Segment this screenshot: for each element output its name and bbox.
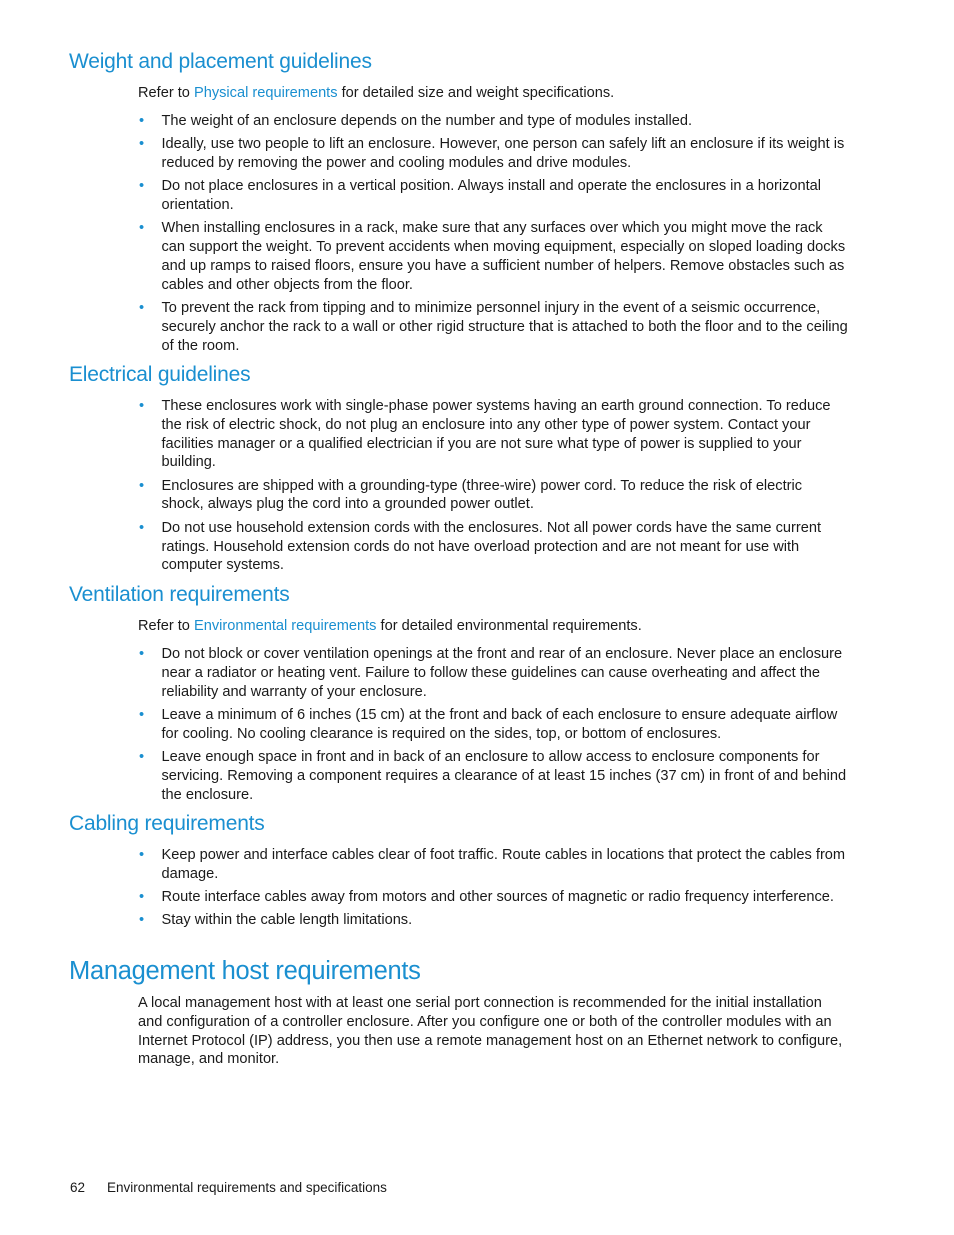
list-item-text: When installing enclosures in a rack, make sure that any surfaces over which you might move the rack can support the weight. To prevent accidents when moving equipment, especially on sloped loading docks and up ramps to raised floors, ensure you have a sufficient number of helpers. Remove obstacles such as cables and other objects from the floor. — [161, 220, 846, 293]
weight-intro — [138, 84, 848, 103]
list-item — [138, 645, 848, 701]
list-item-text: Leave enough space in front and in back of an enclosure to allow access to enclosure components for servicing. Removing a component requires a clearance of at least 15 inches (37 cm) in front of and behind the enclosure. — [161, 748, 847, 803]
list-item-text: Do not place enclosures in a vertical position. Always install and operate the enclosures in a horizontal orientation. — [161, 178, 822, 214]
list-item-text: Ideally, use two people to lift an enclosure. However, one person can safely lift an enclosure if its weight is reduced by removing the power and cooling modules and drive modules. — [161, 136, 845, 172]
bullet-icon: • — [139, 220, 145, 237]
page-footer — [70, 1179, 387, 1197]
footer-chapter-title: Environmental requirements and specifications — [107, 1180, 387, 1195]
bullet-icon: • — [139, 136, 145, 153]
list-item — [138, 112, 848, 131]
heading-weight-placement: Weight and placement guidelines — [69, 50, 372, 73]
list-item — [138, 135, 848, 173]
bullet-icon: • — [139, 178, 145, 195]
list-item-text: Do not use household extension cords with the enclosures. Not all power cords have the same current ratings. Household extension cords do not have overload protection and are not meant for use with computer systems. — [161, 519, 822, 574]
bullet-icon: • — [139, 398, 145, 414]
list-item — [138, 519, 848, 575]
list-item — [138, 846, 848, 884]
bullet-icon: • — [139, 519, 145, 536]
list-item — [138, 706, 848, 744]
list-item-text: To prevent the rack from tipping and to minimize personnel injury in the event of a seismic occurrence, securely anchor the rack to a wall or other rigid structure that is attached to both the floor and to the ceiling of the room. — [161, 300, 848, 354]
weight-intro-suffix: for detailed size and weight specifications. — [337, 85, 615, 101]
ventilation-intro-prefix: Refer to — [138, 618, 194, 634]
weight-bullet-list — [138, 112, 848, 360]
list-item-text: Do not block or cover ventilation openings at the front and rear of an enclosure. Never place an enclosure near a radiator or heating vent. Failure to follow these guidelines can cause overheating and affect the reliability and warranty of your enclosure. — [161, 646, 843, 700]
list-item — [138, 219, 848, 294]
list-item — [138, 477, 848, 515]
physical-requirements-link[interactable]: Physical requirements — [193, 85, 338, 101]
bullet-icon: • — [139, 889, 145, 906]
list-item — [138, 911, 848, 930]
list-item-text: Enclosures are shipped with a grounding-type (three-wire) power cord. To reduce the risk of electric shock, always plug the cord into a grounded power outlet. — [161, 477, 803, 513]
list-item-text: Keep power and interface cables clear of foot traffic. Route cables in locations that protect the cables from damage. — [161, 847, 846, 882]
ventilation-bullet-list — [138, 645, 848, 809]
heading-cabling-requirements: Cabling requirements — [69, 812, 265, 835]
heading-ventilation-requirements: Ventilation requirements — [69, 583, 290, 606]
weight-intro-prefix: Refer to — [138, 85, 194, 101]
list-item — [138, 299, 848, 355]
list-item-text: These enclosures work with single-phase power systems having an earth ground connection. To reduce the risk of electric shock, do not plug an enclosure into any other type of power system. Contact your facilities manager or a qualified electrician if you are not sure what type of power is supplied to your building. — [161, 398, 831, 471]
ventilation-intro — [138, 617, 848, 636]
list-item-text: Leave a minimum of 6 inches (15 cm) at the front and back of each enclosure to ensure adequate airflow for cooling. No cooling clearance is required on the sides, top, or bottom of enclosures. — [161, 706, 838, 742]
list-item-text: Route interface cables away from motors and other sources of magnetic or radio frequency interference. — [161, 889, 834, 906]
list-item — [138, 888, 848, 907]
bullet-icon: • — [139, 300, 145, 317]
list-item — [138, 177, 848, 215]
management-body-text: A local management host with at least one serial port connection is recommended for the initial installation and configuration of a controller enclosure. After you configure one or both of the controller modules with an Internet Protocol (IP) address, you then use a remote management host on an Ethernet network to configure, manage, and monitor. — [138, 995, 843, 1068]
bullet-icon: • — [139, 847, 145, 863]
cabling-bullet-list — [138, 846, 848, 935]
environmental-requirements-link[interactable]: Environmental requirements — [193, 618, 377, 634]
bullet-icon: • — [139, 477, 145, 494]
electrical-bullet-list — [138, 397, 848, 580]
bullet-icon: • — [139, 646, 145, 662]
list-item — [138, 397, 848, 472]
list-item — [138, 748, 848, 804]
page-number: 62 — [70, 1180, 86, 1195]
list-item-text: The weight of an enclosure depends on the number and type of modules installed. — [161, 113, 693, 129]
list-item-text: Stay within the cable length limitations. — [161, 912, 413, 929]
heading-management-host-requirements: Management host requirements — [69, 957, 421, 985]
bullet-icon: • — [139, 748, 145, 765]
ventilation-intro-suffix: for detailed environmental requirements. — [376, 618, 642, 634]
bullet-icon: • — [139, 706, 145, 723]
heading-electrical-guidelines: Electrical guidelines — [69, 363, 251, 386]
bullet-icon: • — [139, 912, 145, 929]
bullet-icon: • — [139, 113, 145, 129]
